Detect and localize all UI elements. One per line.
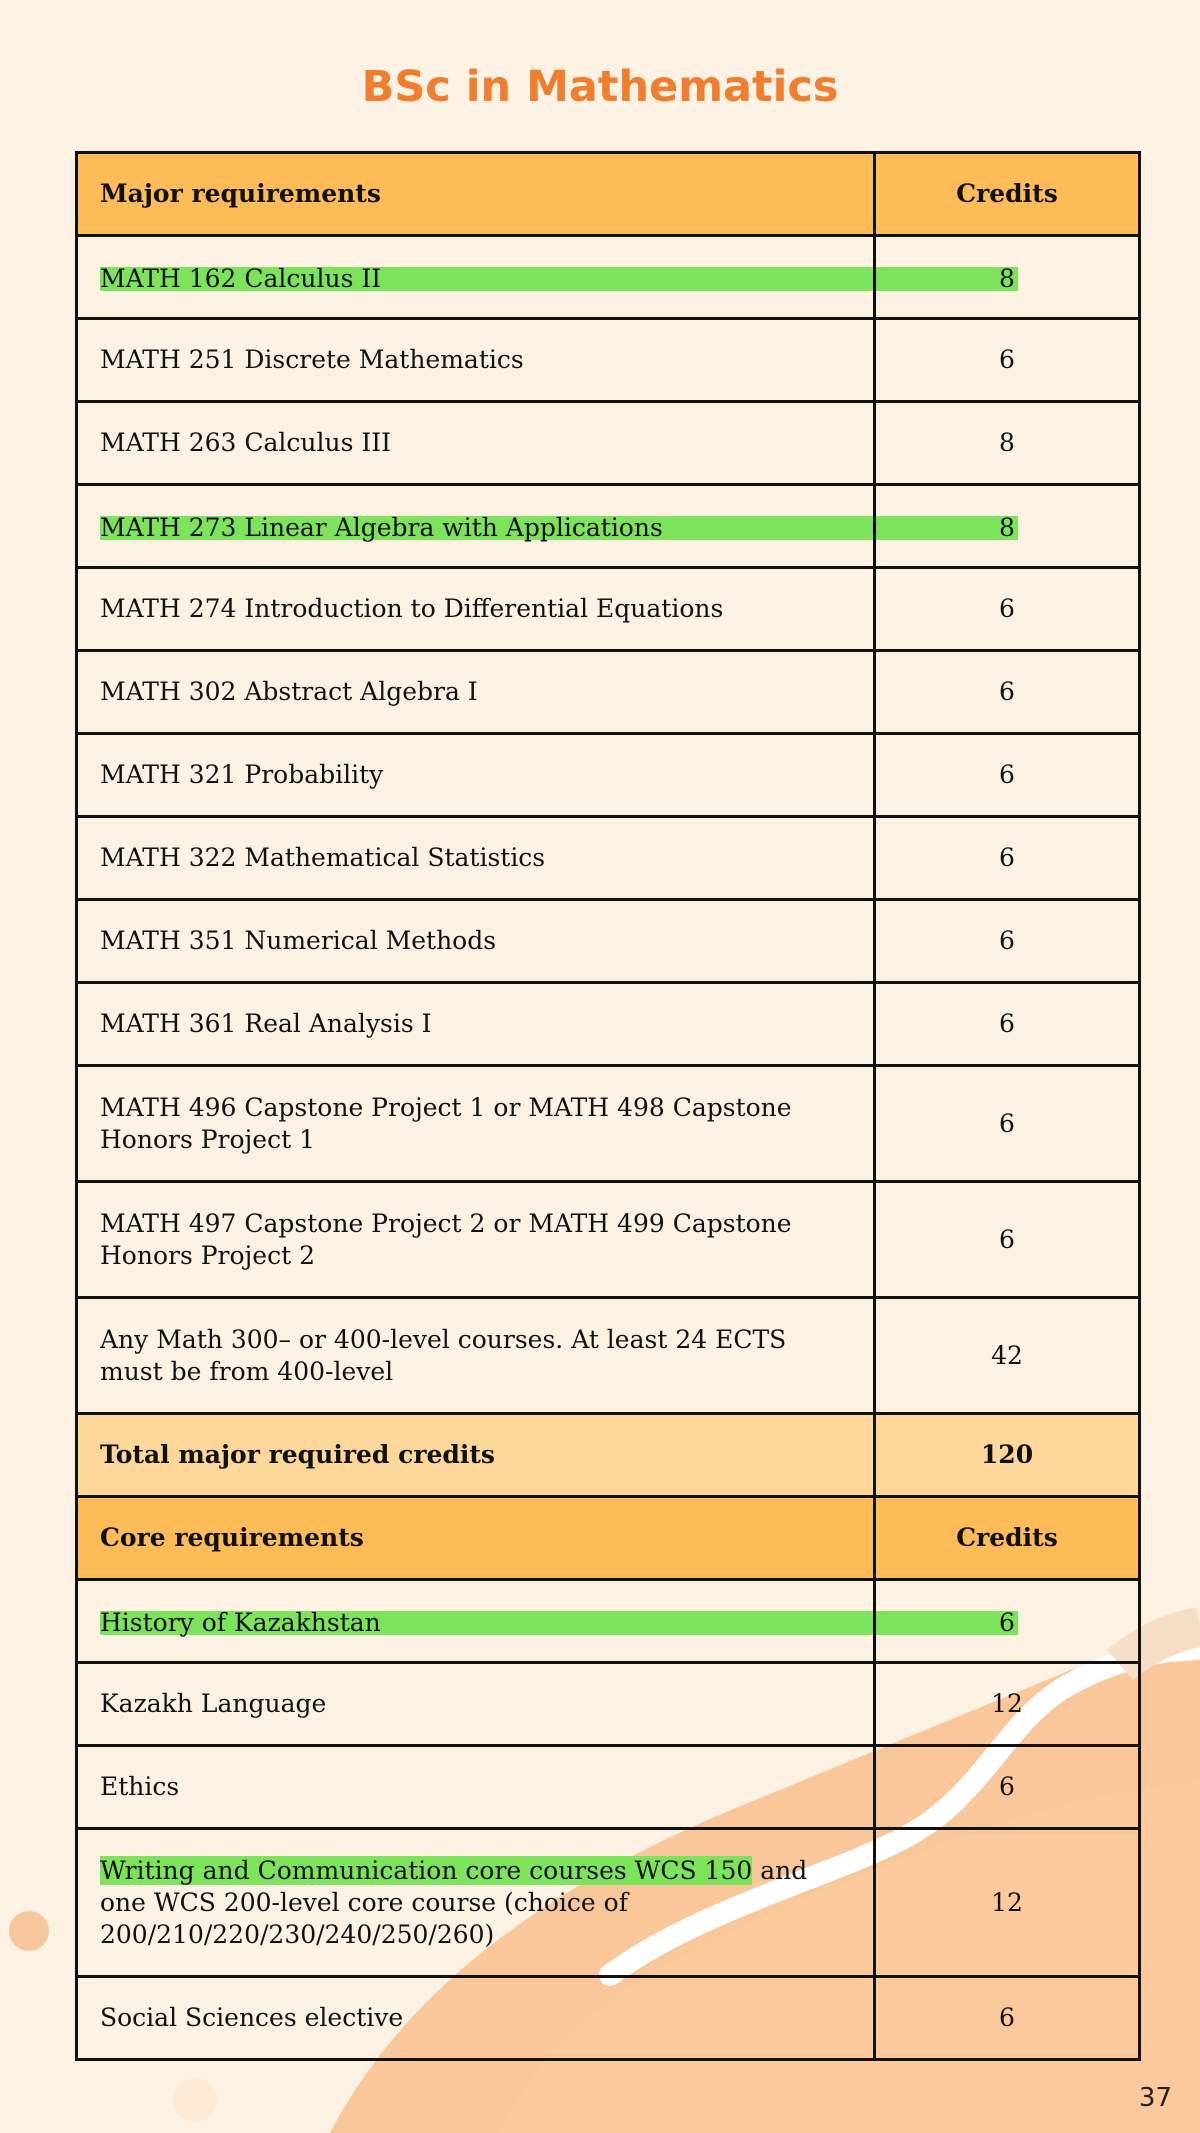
table-row: [77, 1829, 1140, 1977]
course-credits: 6: [875, 1066, 1140, 1182]
course-credits: 6: [875, 319, 1140, 402]
table-row: [77, 1066, 1140, 1182]
table-row: [77, 1182, 1140, 1298]
course-credits: 42: [875, 1298, 1140, 1414]
table-row: [77, 1580, 1140, 1663]
table-row: [77, 817, 1140, 900]
core-header-label: Core requirements: [77, 1497, 875, 1580]
course-name: MATH 273 Linear Algebra with Applications: [100, 516, 873, 540]
table-row: [77, 485, 1140, 568]
major-header-row: [77, 153, 1140, 236]
course-name: MATH 263 Calculus III: [77, 402, 875, 485]
course-name: MATH 497 Capstone Project 2 or MATH 499 Capstone Honors Project 2: [77, 1182, 875, 1298]
table-row: [77, 1746, 1140, 1829]
table-row: [77, 402, 1140, 485]
course-name: MATH 351 Numerical Methods: [77, 900, 875, 983]
course-credits: 6: [875, 651, 1140, 734]
core-header-row: [77, 1497, 1140, 1580]
course-name: Ethics: [77, 1746, 875, 1829]
course-credits: 8: [875, 402, 1140, 485]
table-row: [77, 568, 1140, 651]
course-name: MATH 322 Mathematical Statistics: [77, 817, 875, 900]
course-name: MATH 162 Calculus II: [100, 267, 873, 291]
course-credits: 12: [875, 1829, 1140, 1977]
course-name: Any Math 300– or 400-level courses. At least 24 ECTS must be from 400-level: [77, 1298, 875, 1414]
table-row: [77, 734, 1140, 817]
course-credits: 6: [875, 1746, 1140, 1829]
course-credits: 12: [875, 1663, 1140, 1746]
requirements-table: [75, 151, 1141, 2061]
major-total-label: Total major required credits: [77, 1414, 875, 1497]
page-title: BSc in Mathematics: [361, 62, 839, 112]
course-credits: 6: [875, 1977, 1140, 2060]
course-credits: 6: [875, 1182, 1140, 1298]
table-row: [77, 983, 1140, 1066]
course-name-rest: and one WCS 200-level core course (choice of 200/210/220/230/240/250/260): [100, 1855, 808, 1949]
course-credits: 8: [876, 516, 1018, 540]
major-total-credits: 120: [875, 1414, 1140, 1497]
course-credits: 6: [875, 983, 1140, 1066]
course-credits: 8: [876, 267, 1018, 291]
table-row: [77, 651, 1140, 734]
table-row: [77, 900, 1140, 983]
major-header-credits: Credits: [875, 153, 1140, 236]
core-header-credits: Credits: [875, 1497, 1140, 1580]
course-name: MATH 251 Discrete Mathematics: [77, 319, 875, 402]
course-name: Social Sciences elective: [77, 1977, 875, 2060]
page-number: 37: [1138, 2083, 1172, 2113]
course-name: MATH 302 Abstract Algebra I: [77, 651, 875, 734]
course-credits: 6: [875, 900, 1140, 983]
course-name: [77, 1829, 875, 1977]
course-name: MATH 321 Probability: [77, 734, 875, 817]
table-row: [77, 1977, 1140, 2060]
table-row: [77, 1298, 1140, 1414]
table-row: [77, 236, 1140, 319]
table-row: [77, 1663, 1140, 1746]
course-name: MATH 361 Real Analysis I: [77, 983, 875, 1066]
major-total-row: [77, 1414, 1140, 1497]
course-name: History of Kazakhstan: [100, 1611, 873, 1635]
course-credits: 6: [875, 568, 1140, 651]
course-name: MATH 274 Introduction to Differential Equations: [77, 568, 875, 651]
major-header-label: Major requirements: [77, 153, 875, 236]
course-credits: 6: [875, 734, 1140, 817]
course-credits: 6: [875, 817, 1140, 900]
course-name-highlighted: Writing and Communication core courses WCS 150: [100, 1855, 753, 1885]
course-name: Kazakh Language: [77, 1663, 875, 1746]
course-name: MATH 496 Capstone Project 1 or MATH 498 Capstone Honors Project 1: [77, 1066, 875, 1182]
course-credits: 6: [876, 1611, 1018, 1635]
table-row: [77, 319, 1140, 402]
